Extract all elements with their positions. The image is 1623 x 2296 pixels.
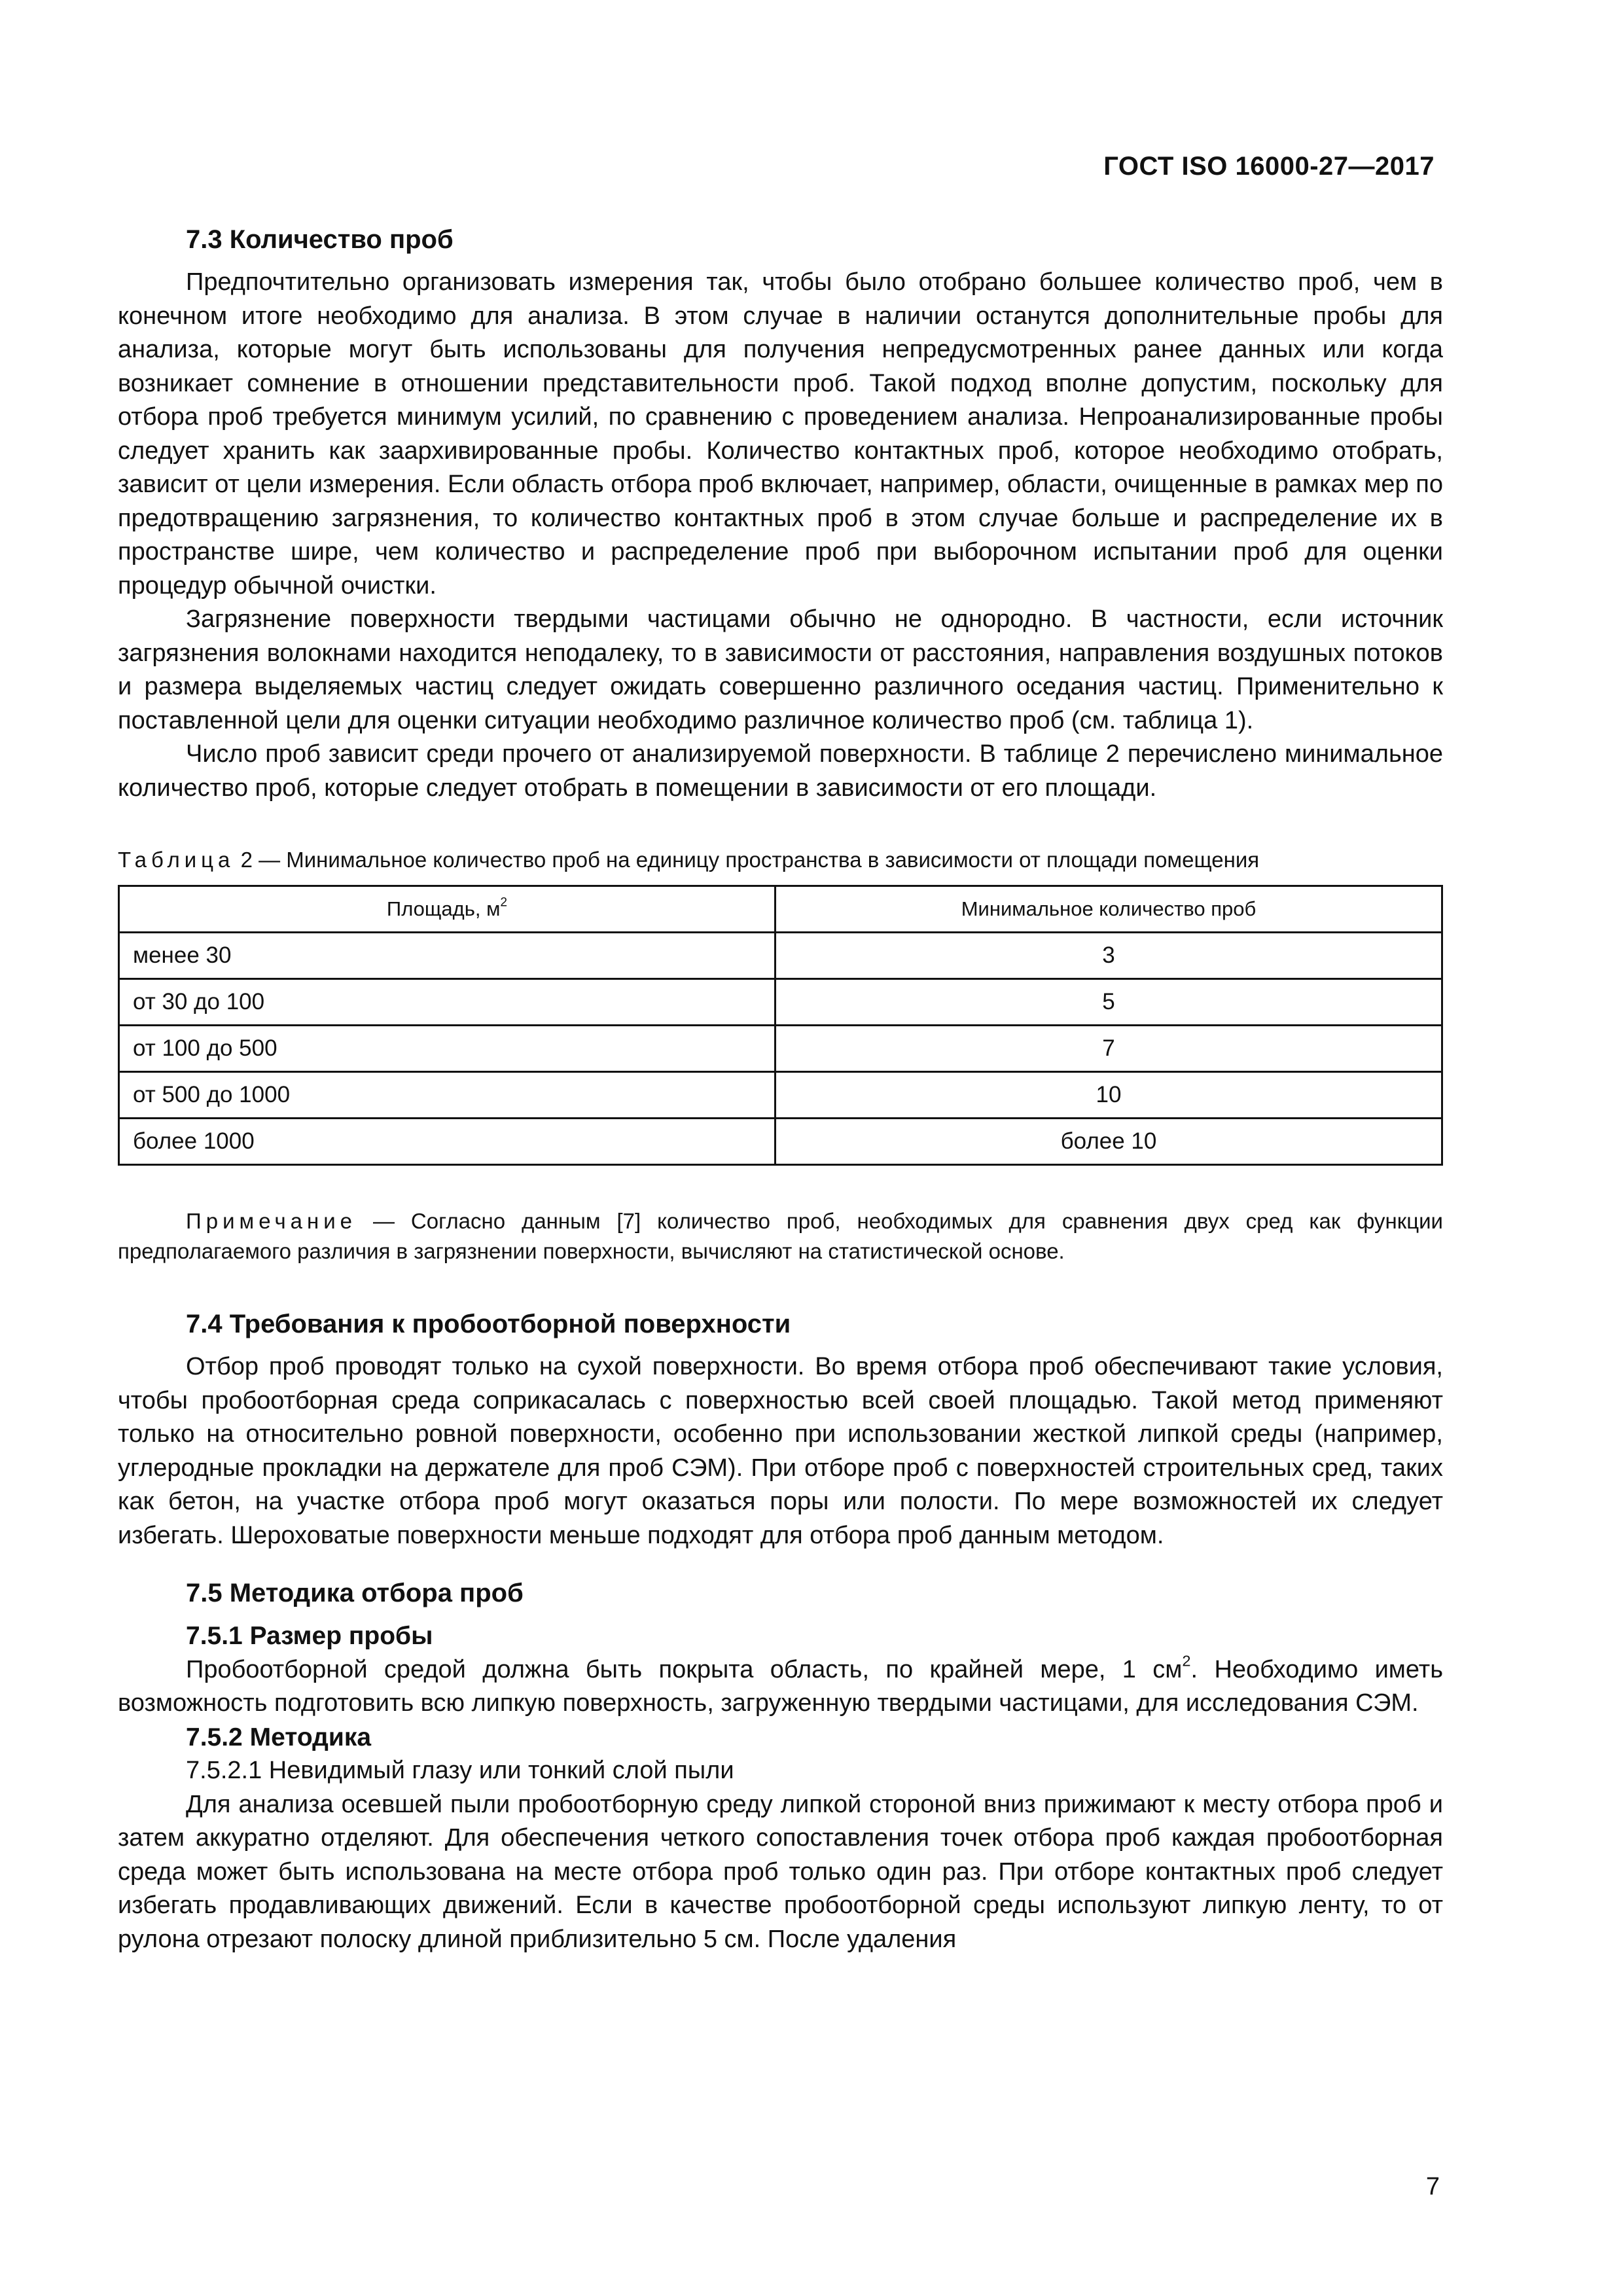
table-row	[119, 1119, 1442, 1165]
section-7-3-paragraph-1: Предпочтительно организовать измерения так, чтобы было отобрано большее количество проб, чем в конечном итоге необходимо для анализа. В этом случае в наличии останутся дополнительные пробы для анализа, которые могут быть использованы для получения непредусмотренных ранее данных или когда возникает сомнение в отношении представительности проб. Такой подход вполне допустим, поскольку для отбора проб требуется минимум усилий, по сравнению с проведением анализа. Непроанализированные пробы следует хранить как заархивированные пробы. Количество контактных проб, которое необходимо отобрать, зависит от цели измерения. Если область отбора проб включает, например, области, очищенные в рамках мер по предотвращению загрязнения, то количество контактных проб в этом случае больше и распределение их в пространстве шире, чем количество и распределение проб при выборочном испытании проб для оценки процедур обычной очистки.	[118, 268, 1443, 600]
table-2-caption-label: Таблица	[118, 848, 235, 872]
table-2-caption	[118, 846, 1443, 874]
table-2-col-count-header: Минимальное количество проб	[776, 886, 1442, 933]
section-7-4-title: 7.4 Требования к пробоотборной поверхности	[186, 1310, 791, 1338]
page-number: 7	[1425, 2173, 1440, 2200]
note-label: Примечание	[186, 1209, 357, 1233]
section-7-4-paragraph: Отбор проб проводят только на сухой поверхности. Во время отбора проб обеспечивают такие условия, чтобы пробоотборная среда соприкасалась с поверхностью всей своей площадью. Такой метод применяют только на относительно ровной поверхности, особенно при использовании жесткой липкой среды (например, углеродные прокладки на держателе для проб СЭМ). При отборе проб с поверхностей строительных сред, таких как бетон, на участке отбора проб могут оказаться поры или полости. По мере возможностей их следует избегать. Шероховатые поверхности меньше подходят для отбора проб данным методом.	[118, 1353, 1443, 1549]
table-row	[119, 1026, 1442, 1072]
table-2-header-row	[119, 886, 1442, 933]
table-row	[119, 1072, 1442, 1119]
table-cell-area: от 30 до 100	[119, 979, 776, 1026]
standard-code-header: ГОСТ ISO 16000-27—2017	[1103, 152, 1435, 181]
note-text: — Согласно данным [7] количество проб, необходимых для сравнения двух сред как функции предполагаемого различия в загрязнении поверхности, вычисляют на статистической основе.	[118, 1209, 1443, 1263]
page-content	[118, 223, 1443, 1956]
table-cell-count: 5	[776, 979, 1442, 1026]
section-7-5-title: 7.5 Методика отбора проб	[186, 1579, 524, 1607]
table-cell-area: от 500 до 1000	[119, 1072, 776, 1119]
table-cell-area: от 100 до 500	[119, 1026, 776, 1072]
section-7-5-1-text: Пробоотборной средой должна быть покрыта область, по крайней мере, 1 $см^2$. Необходимо иметь возможность подготовить всю липкую поверхность, загруженную твердыми частицами, для исследования СЭМ.	[118, 1651, 1444, 1717]
section-7-5-1-title: 7.5.1 Размер пробы	[186, 1622, 433, 1650]
table-2-caption-text: 2 — Минимальное количество проб на единицу пространства в зависимости от площади помещения	[240, 848, 1260, 872]
section-7-3-paragraph-3: Число проб зависит среди прочего от анализируемой поверхности. В таблице 2 перечислено минимальное количество проб, которые следует отобрать в помещении в зависимости от его площади.	[118, 740, 1443, 802]
table-cell-count: 7	[776, 1026, 1442, 1072]
section-7-3-paragraph-2: Загрязнение поверхности твердыми частицами обычно не однородно. В частности, если источник загрязнения волокнами находится неподалеку, то в зависимости от расстояния, направления воздушных потоков и размера выделяемых частиц следует ожидать совершенно различного оседания частиц. Применительно к поставленной цели для оценки ситуации необходимо различное количество проб (см. таблица 1).	[118, 605, 1443, 734]
table-cell-area: менее 30	[119, 933, 776, 979]
table-2-col-area-header: Площадь, $м^2$	[119, 886, 776, 933]
table-cell-area: более 1000	[119, 1119, 776, 1165]
table-cell-count: более 10	[776, 1119, 1442, 1165]
section-7-3-title: 7.3 Количество проб	[186, 225, 454, 254]
table-row	[119, 933, 1442, 979]
table-row	[119, 979, 1442, 1026]
section-7-5-2-1-title: 7.5.2.1 Невидимый глазу или тонкий слой пыли	[186, 1757, 734, 1784]
table-2	[118, 885, 1443, 1166]
section-7-5-2-title: 7.5.2 Методика	[186, 1723, 372, 1751]
table-cell-count: 10	[776, 1072, 1442, 1119]
section-7-5-2-1-text: Для анализа осевшей пыли пробоотборную среду липкой стороной вниз прижимают к месту отбора проб и затем аккуратно отделяют. Для обеспечения четкого сопоставления точек отбора проб каждая пробоотборная среда может быть использована на месте отбора проб только один раз. При отборе контактных проб следует избегать продавливающих движений. Если в качестве пробоотборной среды используют липкую ленту, то от рулона отрезают полоску длиной приблизительно 5 см. После удаления	[118, 1790, 1443, 1953]
table-cell-count: 3	[776, 933, 1442, 979]
table-2-note	[118, 1206, 1443, 1266]
